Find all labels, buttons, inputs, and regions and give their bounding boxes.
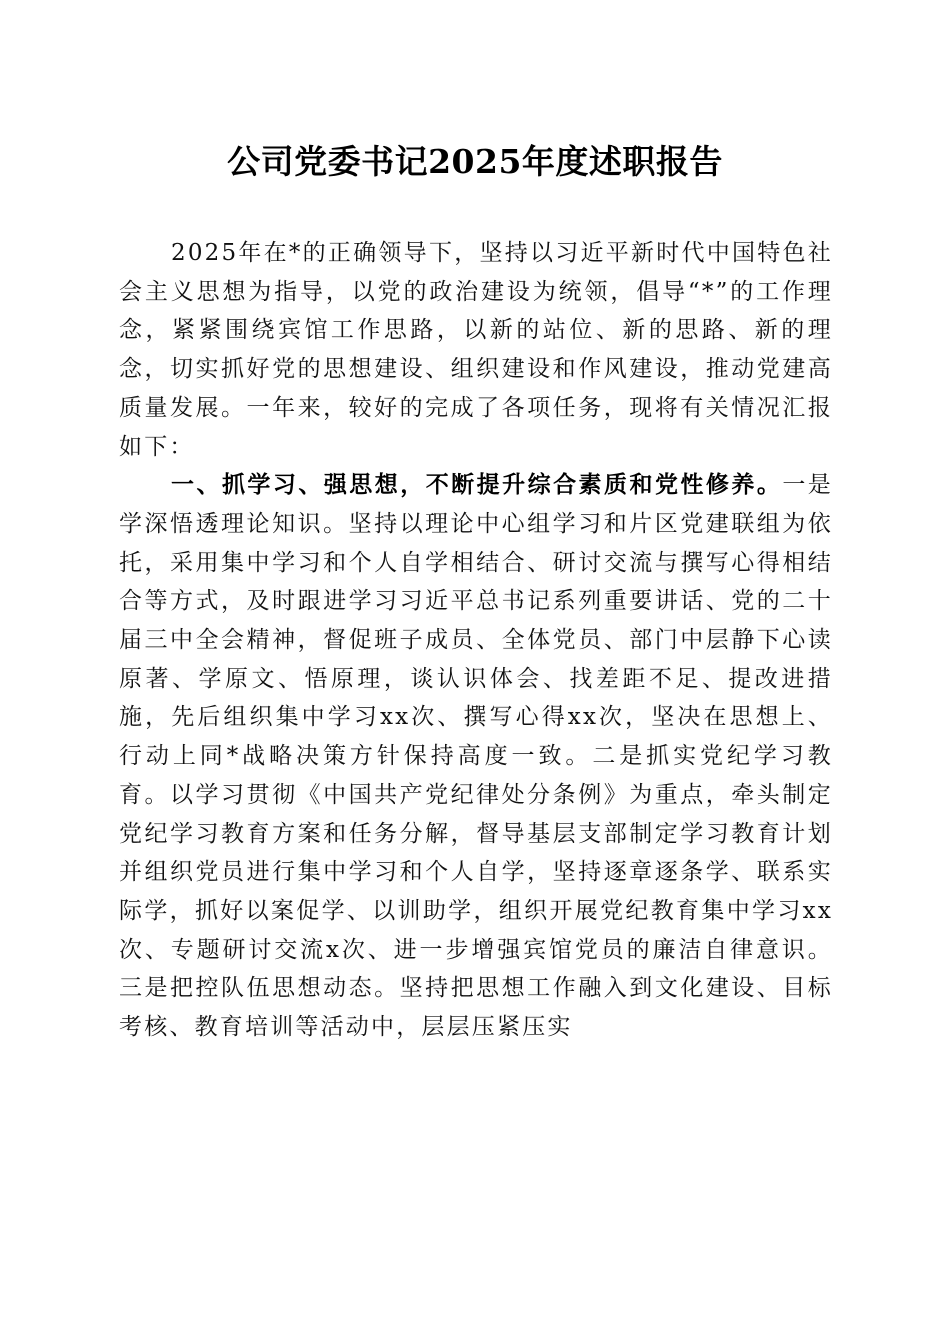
section-1-heading: 一、抓学习、强思想，不断提升综合素质和党性修养。 (171, 471, 783, 499)
intro-paragraph: 2025年在*的正确领导下，坚持以习近平新时代中国特色社会主义思想为指导，以党的政治建设为统领，倡导“*”的工作理念，紧紧围绕宾馆工作思路，以新的站位、新的思路、新的理念，切实抓好党的思想建设、组织建设和作风建设，推动党建高质量发展。一年来，较好的完成了各项任务，现将有关情况汇报如下： (119, 240, 833, 460)
section-1-paragraph (119, 466, 833, 1047)
section-1-body: 一是学深悟透理论知识。坚持以理论中心组学习和片区党建联组为依托，采用集中学习和个人自学相结合、研讨交流与撰写心得相结合等方式，及时跟进学习习近平总书记系列重要讲话、党的二十届三中全会精神，督促班子成员、全体党员、部门中层静下心读原著、学原文、悟原理，谈认识体会、找差距不足、提改进措施，先后组织集中学习xx次、撰写心得xx次，坚决在思想上、行动上同*战略决策方针保持高度一致。二是抓实党纪学习教育。以学习贯彻《中国共产党纪律处分条例》为重点，牵头制定党纪学习教育方案和任务分解，督导基层支部制定学习教育计划并组织党员进行集中学习和个人自学，坚持逐章逐条学、联系实际学，抓好以案促学、以训助学，组织开展党纪教育集中学习xx次、专题研讨交流x次、进一步增强宾馆党员的廉洁自律意识。三是把控队伍思想动态。坚持把思想工作融入到文化建设、目标考核、教育培训等活动中，层层压紧压实 (119, 472, 833, 1041)
document-title: 公司党委书记2025年度述职报告 (227, 142, 723, 181)
document-body (119, 234, 833, 1047)
